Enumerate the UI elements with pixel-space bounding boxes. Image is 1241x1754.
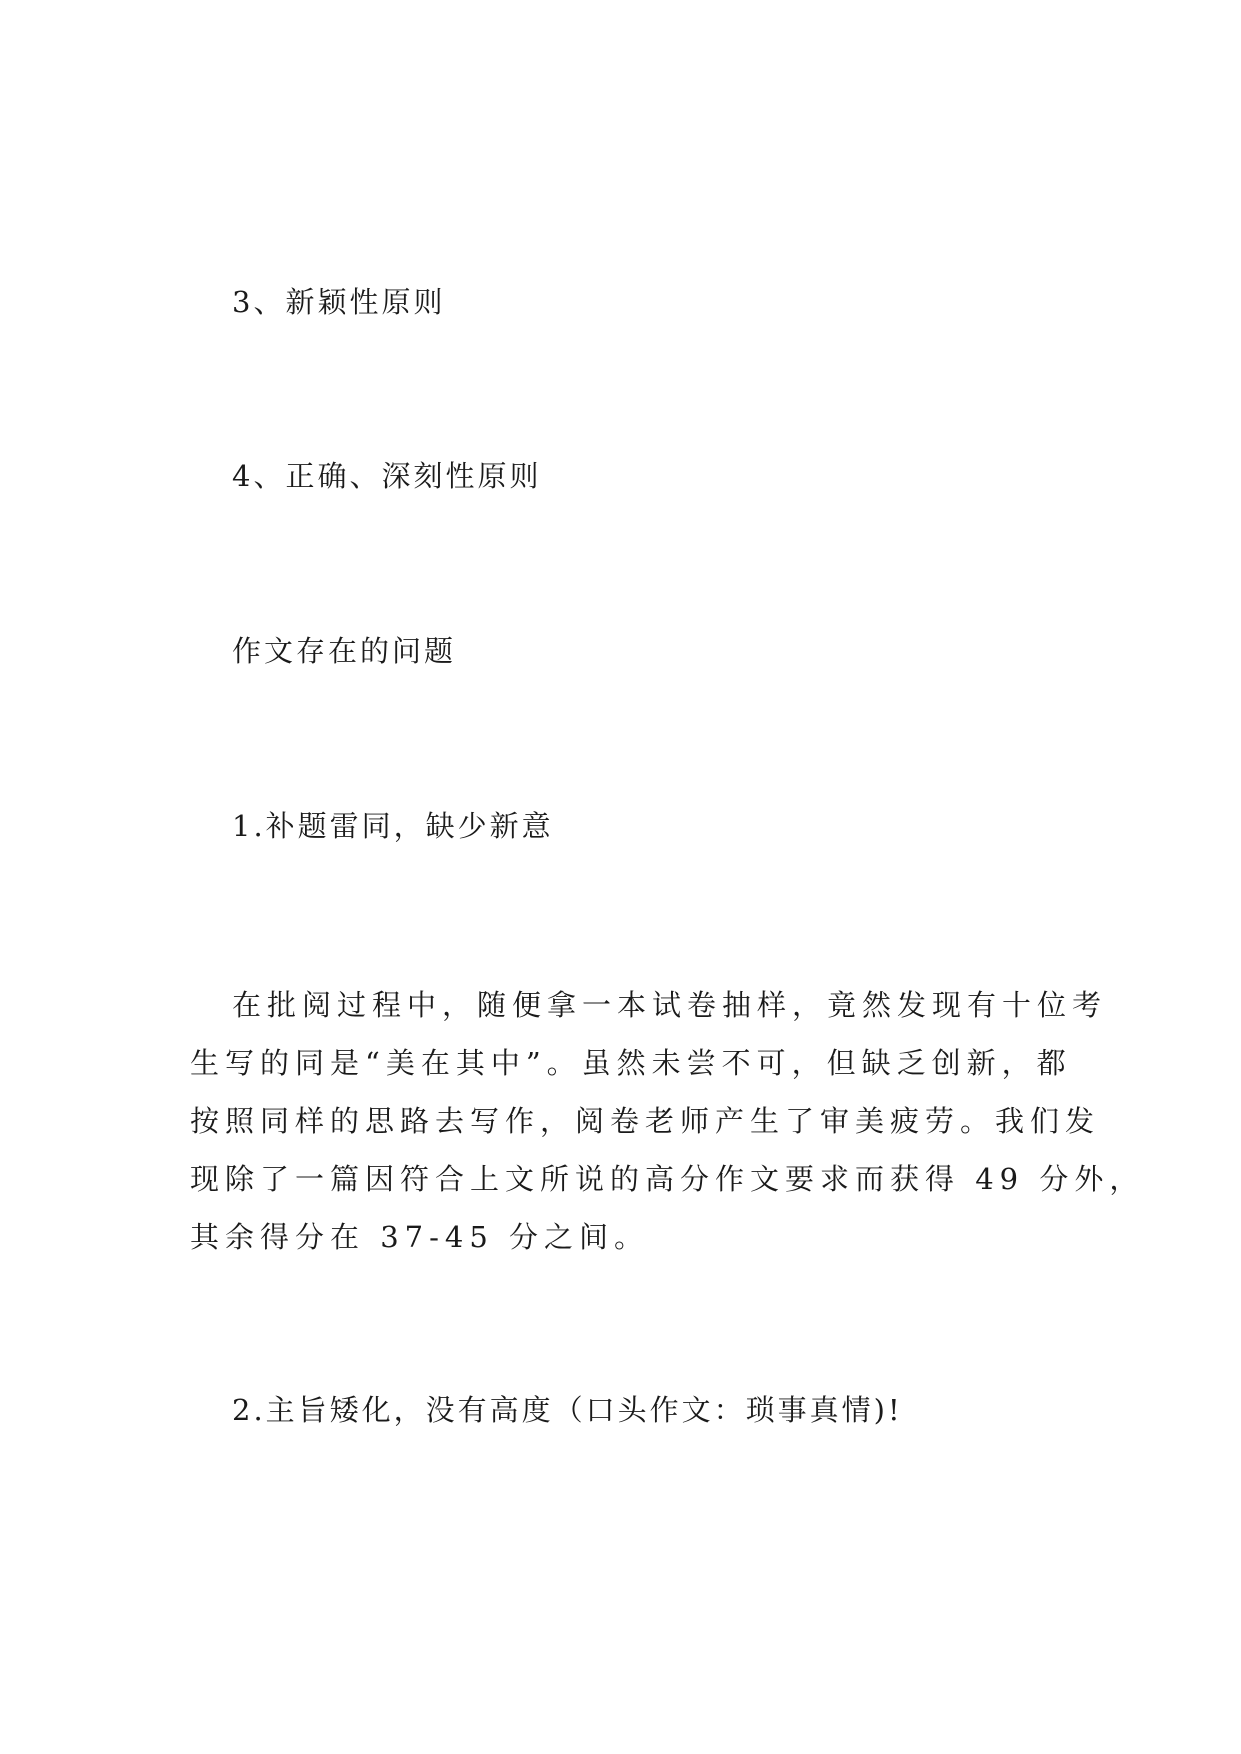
heading-principle-3: 3、新颖性原则 [232, 285, 446, 319]
paragraph-line: 在批阅过程中，随便拿一本试卷抽样，竟然发现有十位考 [232, 988, 1108, 1022]
paragraph-line: 其余得分在 37-45 分之间。 [190, 1220, 650, 1254]
paragraph-line: 生写的同是“美在其中”。虽然未尝不可，但缺乏创新，都 [190, 1046, 1072, 1080]
problem-item-2: 2.主旨矮化，没有高度（口头作文：琐事真情)! [232, 1393, 903, 1427]
paragraph-body [190, 976, 1145, 1266]
heading-principle-4: 4、正确、深刻性原则 [232, 459, 542, 493]
paragraph-line: 现除了一篇因符合上文所说的高分作文要求而获得 49 分外， [190, 1162, 1145, 1196]
problem-item-1: 1.补题雷同，缺少新意 [232, 809, 554, 843]
paragraph-line: 按照同样的思路去写作，阅卷老师产生了审美疲劳。我们发 [190, 1104, 1101, 1138]
section-title: 作文存在的问题 [232, 634, 457, 668]
